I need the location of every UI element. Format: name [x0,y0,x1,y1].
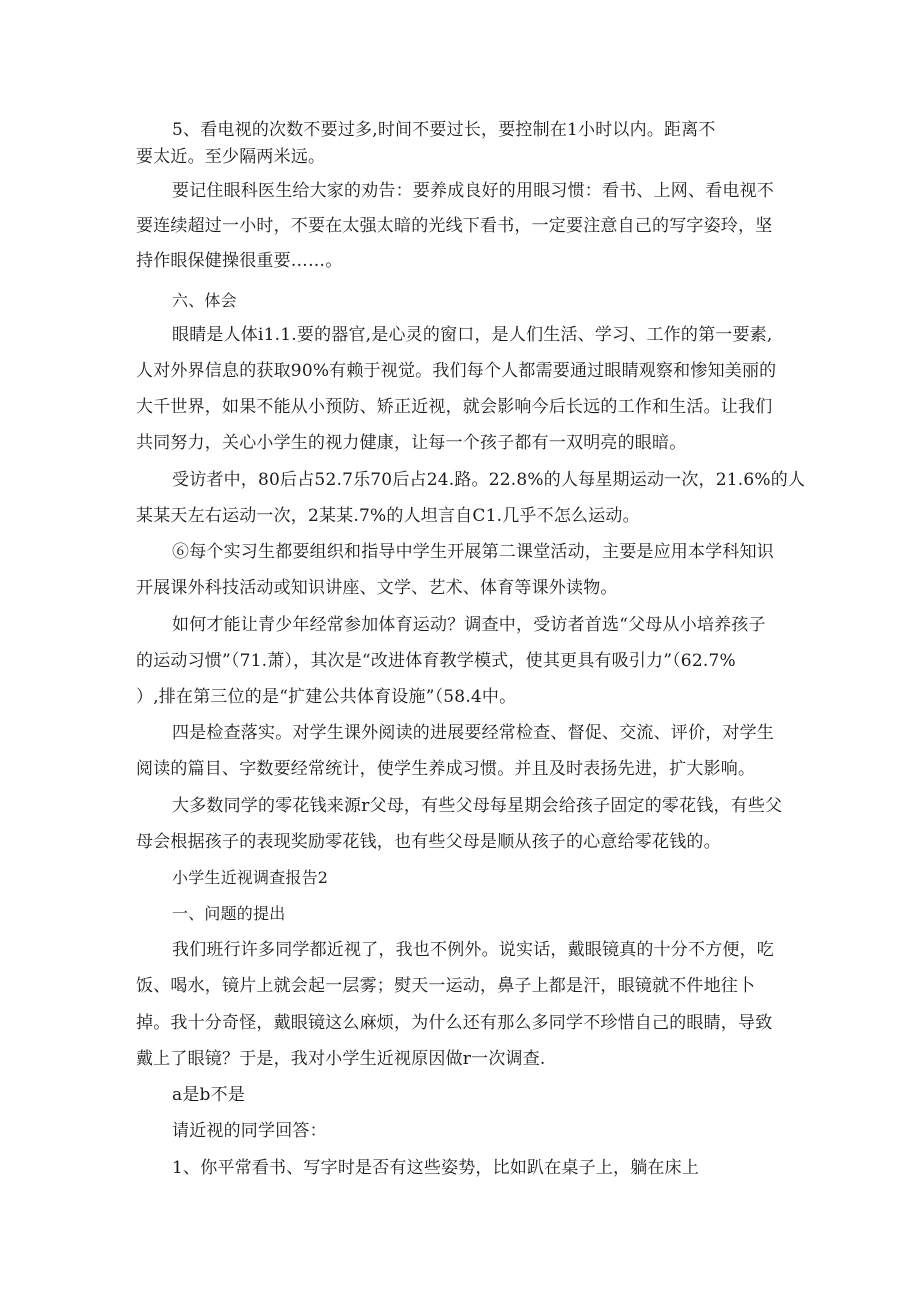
text-line: 人对外界信息的获取90%有赖于视觉。我们每个人都需要通过眼睛观察和惨知美丽的 [136,361,777,381]
text-line: 请近视的同学回答： [172,1121,327,1141]
text-line: ⑥每个实习生都要组织和指导中学生开展第二课堂活动，主要是应用本学科知识 [172,542,774,562]
text-line: 开展课外科技活动或知识讲座、文学、艺术、体育等课外读物。 [136,578,618,598]
text-line: 要记住眼科医生给大家的劝告：要养成良好的用眼习惯：看书、上网、看电视不 [172,181,774,201]
text-line: ）,排在第三位的是“扩建公共体育设施”（58.4中。 [136,687,517,707]
text-line: 大千世界，如果不能从小预防、矫正近视，就会影响今后长远的工作和生活。让我们 [136,397,773,417]
text-line: 某某天左右运动一次，2某某.7%的人坦言自C1.几乎不怎么运动。 [136,506,640,526]
text-line: 的运动习惯”（71.萧），其次是“改进体育教学模式，使其更具有吸引力”（62.7% [136,651,736,671]
report-title: 小学生近视调查报告2 [172,868,329,887]
text-line: 5、看电视的次数不要过多,时间不要过长，要控制在1小时以内。距离不 [172,120,716,140]
section-heading: 一、问题的提出 [172,904,286,923]
text-line: 四是检查落实。对学生课外阅读的进展要经常检查、督促、交流、评价，对学生 [172,723,774,743]
text-line: 阅读的篇目、字数要经常统计，使学生养成习惯。并且及时表扬先进，扩大影响。 [136,759,756,779]
text-line: 1、你平常看书、写字时是否有这些姿势，比如趴在桌子上，躺在床上 [172,1158,700,1178]
text-line: 母会根据孩子的表现奖励零花钱，也有些父母是顺从孩子的心意给零花钱的。 [136,832,721,852]
text-line: 如何才能让青少年经常参加体育运动？调查中，受访者首选“父母从小培养孩子 [172,615,766,635]
text-line: 眼睛是人体i1.1.要的器官,是心灵的窗口，是人们生活、学习、工作的第一要素, [172,325,773,345]
text-line: 戴上了眼镜？于是，我对小学生近视原因做r一次调查. [136,1049,546,1069]
text-line: 共同努力，关心小学生的视力健康，让每一个孩子都有一双明亮的眼暗。 [136,433,687,453]
text-line: 要连续超过一小时，不要在太强太暗的光线下看书，一定要注意自己的写字姿玲，坚 [136,216,773,236]
text-line: 大多数同学的零花钱来源r父母，有些父母每星期会给孩子固定的零花钱，有些父 [172,796,783,816]
text-line: 持作眼保健操很重要……。 [136,251,343,271]
text-line: 我们班行许多同学都近视了，我也不例外。说实话，戴眼镜真的十分不方便，吃 [172,940,774,960]
text-line: 掉。我十分奇怪，戴眼镜这么麻烦，为什么还有那么多同学不珍惜自己的眼睛，导致 [136,1013,773,1033]
text-line: a是b不是 [172,1085,246,1105]
section-heading: 六、体会 [172,291,237,310]
text-line: 饭、喝水，镜片上就会起一层雾；熨天一运动，鼻子上都是汗，眼镜就不件地往卜 [136,976,756,996]
text-line: 受访者中，80后占52.7乐70后占24.路。22.8%的人每星期运动一次，21.6%的人 [172,470,806,490]
text-line: 要太近。至少隔两米远。 [136,147,326,167]
